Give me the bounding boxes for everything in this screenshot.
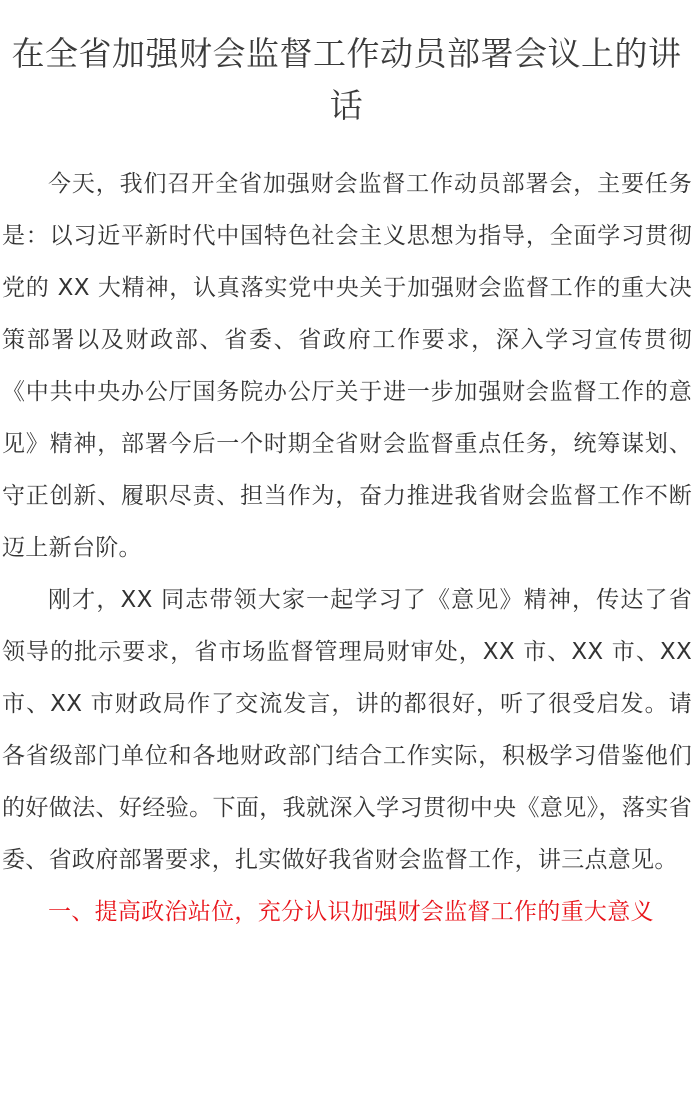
paragraph-summary: 刚才，XX 同志带领大家一起学习了《意见》精神，传达了省领导的批示要求，省市场监督管理局财审处，XX 市、XX 市、XX 市、XX 市财政局作了交流发言，讲的都很好，听了很受启发。请各省级部门单位和各地财政部门结合工作实际，积极学习借鉴他们的好做法、好经验。下面，我就深入学习贯彻中央《意见》，落实省委、省政府部署要求，扎实做好我省财会监督工作，讲三点意见。	[2, 587, 692, 873]
document-body	[2, 158, 692, 938]
section-heading: 一、提高政治站位，充分认识加强财会监督工作的重大意义	[48, 899, 654, 925]
document-title: 在全省加强财会监督工作动员部署会议上的讲话	[11, 34, 682, 125]
paragraph-intro: 今天，我们召开全省加强财会监督工作动员部署会，主要任务是：以习近平新时代中国特色社会主义思想为指导，全面学习贯彻党的 XX 大精神，认真落实党中央关于加强财会监督工作的重大决策部署以及财政部、省委、省政府工作要求，深入学习宣传贯彻《中共中央办公厅国务院办公厅关于进一步加强财会监督工作的意见》精神，部署今后一个时期全省财会监督重点任务，统筹谋划、守正创新、履职尽责、担当作为，奋力推进我省财会监督工作不断迈上新台阶。	[2, 171, 692, 561]
